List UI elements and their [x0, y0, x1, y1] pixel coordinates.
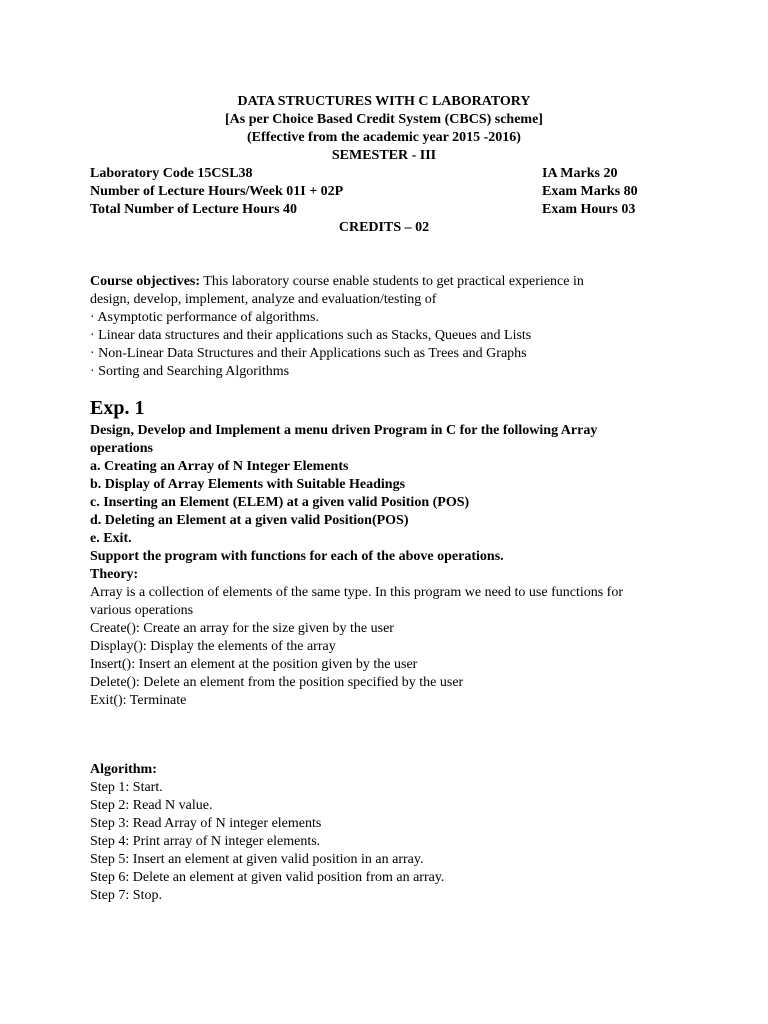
theory-line: Array is a collection of elements of the same type. In this program we need to use functions for — [90, 585, 624, 600]
info-row — [90, 165, 670, 183]
lab-title: DATA STRUCTURES WITH C LABORATORY — [237, 94, 531, 109]
problem-line: e. Exit. — [90, 531, 132, 546]
objective-bullet: · Asymptotic performance of algorithms. — [90, 310, 319, 325]
theory-label: Theory: — [90, 567, 139, 582]
problem-line: Design, Develop and Implement a menu driven Program in C for the following Array — [90, 423, 598, 438]
objectives-text: This laboratory course enable students to get practical experience in — [200, 274, 584, 289]
info-row — [90, 183, 670, 201]
info-row — [90, 201, 670, 219]
algorithm-step: Step 6: Delete an element at given valid position from an array. — [90, 870, 445, 885]
theory-line: various operations — [90, 603, 194, 618]
objectives-label: Course objectives: — [90, 274, 201, 289]
algorithm-step: Step 3: Read Array of N integer elements — [90, 816, 322, 831]
objectives-intro — [90, 273, 680, 291]
algorithm-step: Step 5: Insert an element at given valid position in an array. — [90, 852, 424, 867]
theory-line: Display(): Display the elements of the array — [90, 639, 336, 654]
problem-line: a. Creating an Array of N Integer Elements — [90, 459, 349, 474]
info-right: Exam Marks 80 — [542, 184, 638, 199]
course-objectives — [90, 273, 680, 381]
exp-heading: Exp. 1 — [90, 397, 145, 419]
problem-line: operations — [90, 441, 153, 456]
problem-line: d. Deleting an Element at a given valid Position(POS) — [90, 513, 409, 528]
problem-line: c. Inserting an Element (ELEM) at a given valid Position (POS) — [90, 495, 470, 510]
credits-line: CREDITS – 02 — [338, 220, 430, 235]
problem-line: b. Display of Array Elements with Suitable Headings — [90, 477, 406, 492]
scheme-line: [As per Choice Based Credit System (CBCS) scheme] — [225, 112, 543, 127]
algorithm-step: Step 7: Stop. — [90, 888, 162, 903]
info-left: Number of Lecture Hours/Week 01I + 02P — [90, 184, 344, 199]
info-left: Total Number of Lecture Hours 40 — [90, 202, 298, 217]
theory-line: Exit(): Terminate — [90, 693, 187, 708]
info-right: IA Marks 20 — [542, 166, 618, 181]
objective-bullet: · Non-Linear Data Structures and their Applications such as Trees and Graphs — [90, 346, 527, 361]
info-right: Exam Hours 03 — [542, 202, 636, 217]
objective-bullet: · Sorting and Searching Algorithms — [90, 364, 290, 379]
objectives-text: design, develop, implement, analyze and evaluation/testing of — [90, 292, 437, 307]
semester-line: SEMESTER - III — [331, 148, 437, 163]
objective-bullet: · Linear data structures and their applications such as Stacks, Queues and Lists — [90, 328, 532, 343]
algorithm-step: Step 1: Start. — [90, 780, 163, 795]
algorithm-step: Step 2: Read N value. — [90, 798, 213, 813]
algorithm-step: Step 4: Print array of N integer elements. — [90, 834, 321, 849]
theory-section — [90, 584, 680, 710]
effective-line: (Effective from the academic year 2015 -2016) — [247, 130, 521, 145]
document-header — [0, 93, 768, 165]
info-left: Laboratory Code 15CSL38 — [90, 166, 253, 181]
algorithm-section — [90, 761, 680, 905]
algorithm-label: Algorithm: — [90, 762, 157, 777]
problem-statement — [90, 422, 680, 584]
theory-line: Create(): Create an array for the size given by the user — [90, 621, 394, 636]
problem-line: Support the program with functions for each of the above operations. — [90, 549, 504, 564]
theory-line: Insert(): Insert an element at the position given by the user — [90, 657, 418, 672]
theory-line: Delete(): Delete an element from the position specified by the user — [90, 675, 464, 690]
